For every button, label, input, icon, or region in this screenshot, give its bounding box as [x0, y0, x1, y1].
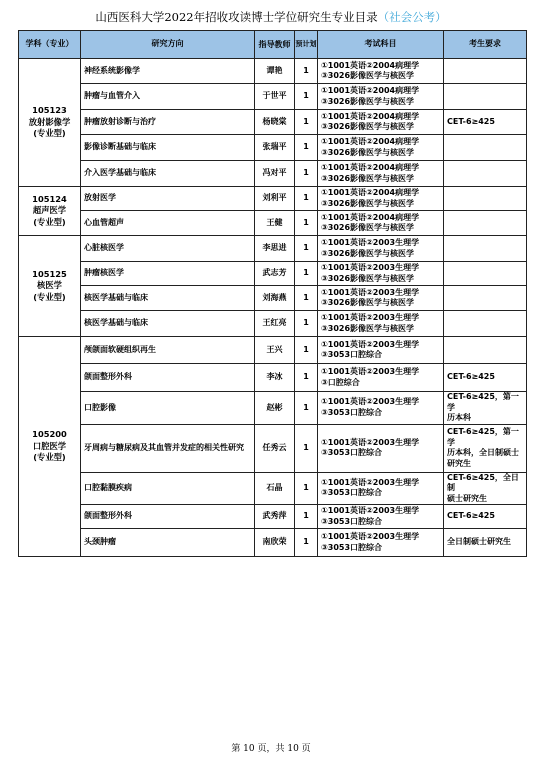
table-row	[19, 211, 527, 236]
subject-line: ③3026影像医学与核医学	[321, 223, 415, 232]
subject-line: ③3053口腔综合	[321, 542, 383, 552]
advisor-cell: 任秀云	[255, 424, 295, 472]
direction-cell: 核医学基础与临床	[81, 311, 255, 337]
requirement-line: CET-6≥425	[447, 372, 495, 382]
subject-line: ③3026影像医学与核医学	[321, 273, 415, 283]
direction-cell: 影像诊断基础与临床	[81, 135, 255, 161]
major-cell	[19, 59, 81, 187]
subjects-cell	[318, 337, 444, 364]
table-row	[19, 286, 527, 311]
subjects-cell	[318, 286, 444, 311]
table-row	[19, 505, 527, 529]
requirement-cell	[444, 187, 527, 211]
advisor-cell: 杨晓棠	[255, 110, 295, 135]
subject-line: ①1001英语②2004病理学	[321, 111, 420, 121]
requirement-cell	[444, 392, 527, 425]
plan-cell: 1	[295, 59, 318, 84]
plan-cell: 1	[295, 286, 318, 311]
advisor-cell: 冯对平	[255, 161, 295, 187]
advisor-cell: 王兴	[255, 337, 295, 364]
advisor-cell: 李思进	[255, 236, 295, 262]
plan-cell: 1	[295, 364, 318, 392]
table-row	[19, 337, 527, 364]
subject-line: ①1001英语②2003生理学	[321, 313, 420, 322]
subject-line: ①1001英语②2003生理学	[321, 477, 420, 487]
subject-line: ③3026影像医学与核医学	[321, 96, 415, 106]
direction-cell: 神经系统影像学	[81, 59, 255, 84]
direction-cell: 牙周病与糖尿病及其血管并发症的相关性研究	[81, 424, 255, 472]
table-body	[19, 59, 527, 557]
subject-line: ①1001英语②2003生理学	[321, 437, 420, 447]
direction-cell: 肿瘤核医学	[81, 262, 255, 286]
subject-line: ①1001英语②2004病理学	[321, 86, 420, 95]
plan-cell: 1	[295, 110, 318, 135]
table-header-row	[19, 31, 527, 59]
table-row	[19, 59, 527, 84]
requirement-cell	[444, 337, 527, 364]
table-row	[19, 392, 527, 425]
plan-cell: 1	[295, 529, 318, 557]
subjects-cell	[318, 236, 444, 262]
subject-line: ①1001英语②2004病理学	[321, 137, 420, 146]
requirement-cell	[444, 424, 527, 472]
direction-cell: 口腔影像	[81, 392, 255, 425]
subjects-cell	[318, 364, 444, 392]
major-line: (专业型)	[33, 216, 66, 227]
direction-cell: 放射医学	[81, 187, 255, 211]
plan-cell: 1	[295, 262, 318, 286]
table-row	[19, 472, 527, 505]
subject-line: ①1001英语②2003生理学	[321, 532, 420, 541]
major-line: (专业型)	[33, 128, 66, 139]
requirement-line: CET-6≥425，第一学	[447, 392, 519, 412]
direction-cell: 心脏核医学	[81, 236, 255, 262]
table-row	[19, 529, 527, 557]
requirement-cell	[444, 529, 527, 557]
direction-cell: 颌面整形外科	[81, 364, 255, 392]
table-row	[19, 424, 527, 472]
subjects-cell	[318, 262, 444, 286]
advisor-cell: 刘利平	[255, 187, 295, 211]
advisor-cell: 王健	[255, 211, 295, 236]
subject-line: ③3026影像医学与核医学	[321, 173, 415, 183]
direction-cell: 口腔黏膜疾病	[81, 472, 255, 505]
page-footer: 第 10 页，共 10 页	[231, 744, 311, 754]
plan-cell: 1	[295, 392, 318, 425]
subject-line: ③3053口腔综合	[321, 407, 383, 417]
requirement-cell	[444, 135, 527, 161]
subject-line: ①1001英语②2004病理学	[321, 188, 420, 197]
requirement-line: 历本科，全日制硕士	[447, 448, 519, 457]
major-line: 核医学	[37, 280, 62, 291]
subjects-cell	[318, 529, 444, 557]
direction-cell: 心血管超声	[81, 211, 255, 236]
requirement-line: CET-6≥425	[447, 116, 495, 126]
plan-cell: 1	[295, 187, 318, 211]
plan-cell: 1	[295, 472, 318, 505]
advisor-cell: 李冰	[255, 364, 295, 392]
table-row	[19, 364, 527, 392]
major-cell	[19, 337, 81, 557]
major-line: 105200	[32, 429, 67, 440]
direction-cell: 颌面整形外科	[81, 505, 255, 529]
requirement-cell	[444, 364, 527, 392]
table-row	[19, 236, 527, 262]
table-row	[19, 84, 527, 110]
requirement-cell	[444, 505, 527, 529]
subjects-cell	[318, 311, 444, 337]
requirement-cell	[444, 262, 527, 286]
direction-cell: 头颈肿瘤	[81, 529, 255, 557]
subject-line: ①1001英语②2003生理学	[321, 397, 420, 407]
requirement-line: CET-6≥425，第一学	[447, 427, 519, 447]
major-line: (专业型)	[33, 291, 66, 302]
plan-cell: 1	[295, 337, 318, 364]
header-plan: 预计划	[295, 31, 318, 59]
requirement-cell	[444, 236, 527, 262]
catalog-table	[18, 30, 527, 557]
major-line: 口腔医学	[32, 440, 67, 451]
advisor-cell: 刘海燕	[255, 286, 295, 311]
plan-cell: 1	[295, 311, 318, 337]
table-row	[19, 187, 527, 211]
subjects-cell	[318, 161, 444, 187]
header-direction: 研究方向	[81, 31, 255, 59]
subject-line: ③3026影像医学与核医学	[321, 248, 415, 258]
requirement-cell	[444, 110, 527, 135]
major-cell	[19, 187, 81, 236]
subjects-cell	[318, 110, 444, 135]
subjects-cell	[318, 84, 444, 110]
requirement-cell	[444, 311, 527, 337]
header-requirements: 考生要求	[444, 31, 527, 59]
advisor-cell: 武志芳	[255, 262, 295, 286]
page-title	[0, 10, 542, 24]
plan-cell: 1	[295, 424, 318, 472]
header-subjects: 考试科目	[318, 31, 444, 59]
requirement-cell	[444, 59, 527, 84]
subjects-cell	[318, 187, 444, 211]
subject-line: ①1001英语②2003生理学	[321, 506, 420, 515]
advisor-cell: 王红亮	[255, 311, 295, 337]
subject-line: ①1001英语②2003生理学	[321, 263, 420, 272]
page-title-main: 山西医科大学2022年招收攻读博士学位研究生专业目录	[95, 10, 378, 24]
advisor-cell: 赵彬	[255, 392, 295, 425]
direction-cell: 核医学基础与临床	[81, 286, 255, 311]
direction-cell: 肿瘤与血管介入	[81, 84, 255, 110]
major-line: 105124	[32, 193, 67, 204]
direction-cell: 肿瘤放射诊断与治疗	[81, 110, 255, 135]
major-line: 超声医学	[32, 205, 67, 216]
requirement-cell	[444, 161, 527, 187]
requirement-line: CET-6≥425	[447, 511, 495, 521]
advisor-cell: 张瑞平	[255, 135, 295, 161]
subjects-cell	[318, 505, 444, 529]
requirement-cell	[444, 211, 527, 236]
subject-line: ③3026影像医学与核医学	[321, 122, 415, 131]
page-title-tag: （社会公考）	[377, 10, 447, 24]
direction-cell: 介入医学基础与临床	[81, 161, 255, 187]
subjects-cell	[318, 392, 444, 425]
plan-cell: 1	[295, 161, 318, 187]
subject-line: ③3053口腔综合	[321, 350, 383, 359]
requirement-line: 研究生	[447, 458, 471, 468]
requirement-cell	[444, 472, 527, 505]
subjects-cell	[318, 59, 444, 84]
subject-line: ③口腔综合	[321, 377, 360, 387]
plan-cell: 1	[295, 211, 318, 236]
direction-cell: 颅颌面软硬组织再生	[81, 337, 255, 364]
subject-line: ①1001英语②2004病理学	[321, 212, 420, 222]
subject-line: ①1001英语②2003生理学	[321, 339, 420, 349]
advisor-cell: 武秀萍	[255, 505, 295, 529]
subject-line: ①1001英语②2003生理学	[321, 238, 420, 247]
subject-line: ③3026影像医学与核医学	[321, 71, 415, 80]
subjects-cell	[318, 211, 444, 236]
subject-line: ①1001英语②2003生理学	[321, 367, 420, 376]
header-advisor: 指导教师	[255, 31, 295, 59]
subject-line: ①1001英语②2004病理学	[321, 163, 420, 172]
subjects-cell	[318, 472, 444, 505]
subject-line: ①1001英语②2003生理学	[321, 287, 420, 297]
plan-cell: 1	[295, 505, 318, 529]
requirement-cell	[444, 286, 527, 311]
subjects-cell	[318, 424, 444, 472]
subject-line: ③3053口腔综合	[321, 488, 383, 498]
major-line: (专业型)	[33, 452, 66, 463]
advisor-cell: 于世平	[255, 84, 295, 110]
plan-cell: 1	[295, 135, 318, 161]
subject-line: ③3026影像医学与核医学	[321, 298, 415, 307]
requirement-line: 全日制硕士研究生	[447, 537, 511, 547]
plan-cell: 1	[295, 84, 318, 110]
advisor-cell: 石晶	[255, 472, 295, 505]
requirement-line: 硕士研究生	[447, 493, 487, 503]
subject-line: ③3053口腔综合	[321, 516, 383, 526]
requirement-cell	[444, 84, 527, 110]
table-row	[19, 110, 527, 135]
plan-cell: 1	[295, 236, 318, 262]
table-row	[19, 161, 527, 187]
table-row	[19, 262, 527, 286]
table-row	[19, 135, 527, 161]
table-row	[19, 311, 527, 337]
subject-line: ③3026影像医学与核医学	[321, 147, 415, 157]
subject-line: ③3053口腔综合	[321, 448, 383, 457]
header-major: 学科（专业）	[19, 31, 81, 59]
subjects-cell	[318, 135, 444, 161]
major-line: 放射影像学	[28, 116, 71, 127]
subject-line: ①1001英语②2004病理学	[321, 60, 420, 70]
requirement-line: 历本科	[447, 413, 471, 422]
subject-line: ③3026影像医学与核医学	[321, 198, 415, 208]
major-line: 105123	[32, 105, 67, 116]
advisor-cell: 南欣荣	[255, 529, 295, 557]
major-line: 105125	[32, 268, 67, 279]
advisor-cell: 谭艳	[255, 59, 295, 84]
requirement-line: CET-6≥425，全日制	[447, 472, 519, 492]
major-cell	[19, 236, 81, 337]
subject-line: ③3026影像医学与核医学	[321, 323, 415, 333]
